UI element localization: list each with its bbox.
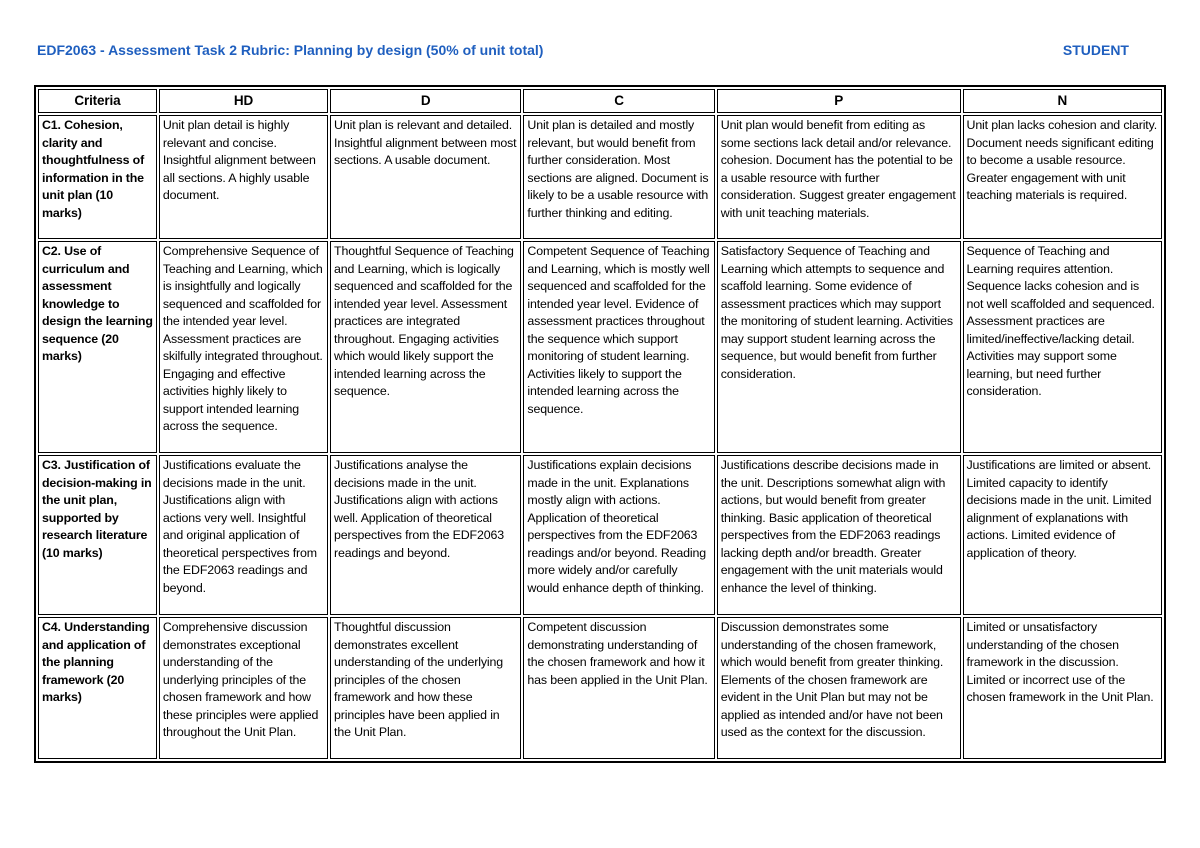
d-cell: Unit plan is relevant and detailed. Insightful alignment between most sections. A usable document.	[330, 115, 521, 239]
p-cell: Justifications describe decisions made in the unit. Descriptions somewhat align with actions, but would benefit from greater thinking. Basic application of theoretical perspectives from the EDF2063 readings lacking depth and/or breadth. Greater engagement with the unit materials would enhance the level of thinking.	[717, 455, 961, 615]
hd-cell: Justifications evaluate the decisions made in the unit. Justifications align with actions very well. Insightful and original application of theoretical perspectives from the EDF2063 readings and beyond.	[159, 455, 328, 615]
c-cell: Competent discussion demonstrating understanding of the chosen framework and how it has been applied in the Unit Plan.	[523, 617, 714, 759]
table-row	[38, 617, 1162, 759]
column-header-n: N	[963, 89, 1162, 113]
column-header-p: P	[717, 89, 961, 113]
criteria-cell: C4. Understanding and application of the planning framework (20 marks)	[38, 617, 157, 759]
p-cell: Unit plan would benefit from editing as some sections lack detail and/or relevance. cohesion. Document has the potential to be a usable resource with further consideration. Suggest greater engagement with unit teaching materials.	[717, 115, 961, 239]
criteria-cell: C3. Justification of decision-making in the unit plan, supported by research literature (10 marks)	[38, 455, 157, 615]
column-header-criteria: Criteria	[38, 89, 157, 113]
n-cell: Justifications are limited or absent. Limited capacity to identify decisions made in the unit. Limited alignment of explanations with actions. Limited evidence of application of theory.	[963, 455, 1162, 615]
hd-cell: Unit plan detail is highly relevant and concise. Insightful alignment between all sections. A highly usable document.	[159, 115, 328, 239]
c-cell: Unit plan is detailed and mostly relevant, but would benefit from further consideration. Most sections are aligned. Document is likely to be a usable resource with further thinking and editing.	[523, 115, 714, 239]
d-cell: Thoughtful Sequence of Teaching and Learning, which is logically sequenced and scaffolded for the intended year level. Assessment practices are integrated throughout. Engaging activities which would likely support the intended learning across the sequence.	[330, 241, 521, 453]
n-cell: Limited or unsatisfactory understanding of the chosen framework in the discussion. Limited or incorrect use of the chosen framework in the Unit Plan.	[963, 617, 1162, 759]
hd-cell: Comprehensive Sequence of Teaching and Learning, which is insightfully and logically sequenced and scaffolded for the intended year level. Assessment practices are skilfully integrated throughout. Engaging and effective activities highly likely to support intended learning across the sequence.	[159, 241, 328, 453]
table-row	[38, 241, 1162, 453]
column-header-c: C	[523, 89, 714, 113]
column-header-hd: HD	[159, 89, 328, 113]
c-cell: Justifications explain decisions made in the unit. Explanations mostly align with actions. Application of theoretical perspectives from the EDF2063 readings and/or beyond. Reading more widely and/or carefully would enhance depth of thinking.	[523, 455, 714, 615]
n-cell: Unit plan lacks cohesion and clarity. Document needs significant editing to become a usable resource. Greater engagement with unit teaching materials is required.	[963, 115, 1162, 239]
student-label: STUDENT	[1062, 42, 1129, 58]
column-header-d: D	[330, 89, 521, 113]
criteria-cell: C2. Use of curriculum and assessment knowledge to design the learning sequence (20 marks)	[38, 241, 157, 453]
rubric-table	[34, 85, 1166, 763]
d-cell: Justifications analyse the decisions made in the unit. Justifications align with actions well. Application of theoretical perspectives from the EDF2063 readings and beyond.	[330, 455, 521, 615]
d-cell: Thoughtful discussion demonstrates excellent understanding of the underlying principles of the chosen framework and how these principles have been applied in the Unit Plan.	[330, 617, 521, 759]
c-cell: Competent Sequence of Teaching and Learning, which is mostly well sequenced and scaffolded for the intended year level. Evidence of assessment practices throughout the sequence which support monitoring of student learning. Activities likely to support the intended learning across the sequence.	[523, 241, 714, 453]
document-header	[37, 42, 1129, 62]
document-title: EDF2063 - Assessment Task 2 Rubric: Planning by design (50% of unit total)	[37, 42, 544, 58]
p-cell: Satisfactory Sequence of Teaching and Learning which attempts to sequence and scaffold learning. Some evidence of assessment practices which may support the monitoring of student learning. Activities may support student learning across the sequence, but would benefit from further consideration.	[717, 241, 961, 453]
criteria-cell: C1. Cohesion, clarity and thoughtfulness of information in the unit plan (10 marks)	[38, 115, 157, 239]
n-cell: Sequence of Teaching and Learning requires attention. Sequence lacks cohesion and is not well scaffolded and sequenced. Assessment practices are limited/ineffective/lacking detail. Activities may support some learning, but need further consideration.	[963, 241, 1162, 453]
table-row	[38, 455, 1162, 615]
hd-cell: Comprehensive discussion demonstrates exceptional understanding of the underlying principles of the chosen framework and how these principles were applied throughout the Unit Plan.	[159, 617, 328, 759]
header-row	[38, 89, 1162, 113]
p-cell: Discussion demonstrates some understanding of the chosen framework, which would benefit from greater thinking. Elements of the chosen framework are evident in the Unit Plan but may not be applied as intended and/or have not been used as the context for the discussion.	[717, 617, 961, 759]
table-row	[38, 115, 1162, 239]
